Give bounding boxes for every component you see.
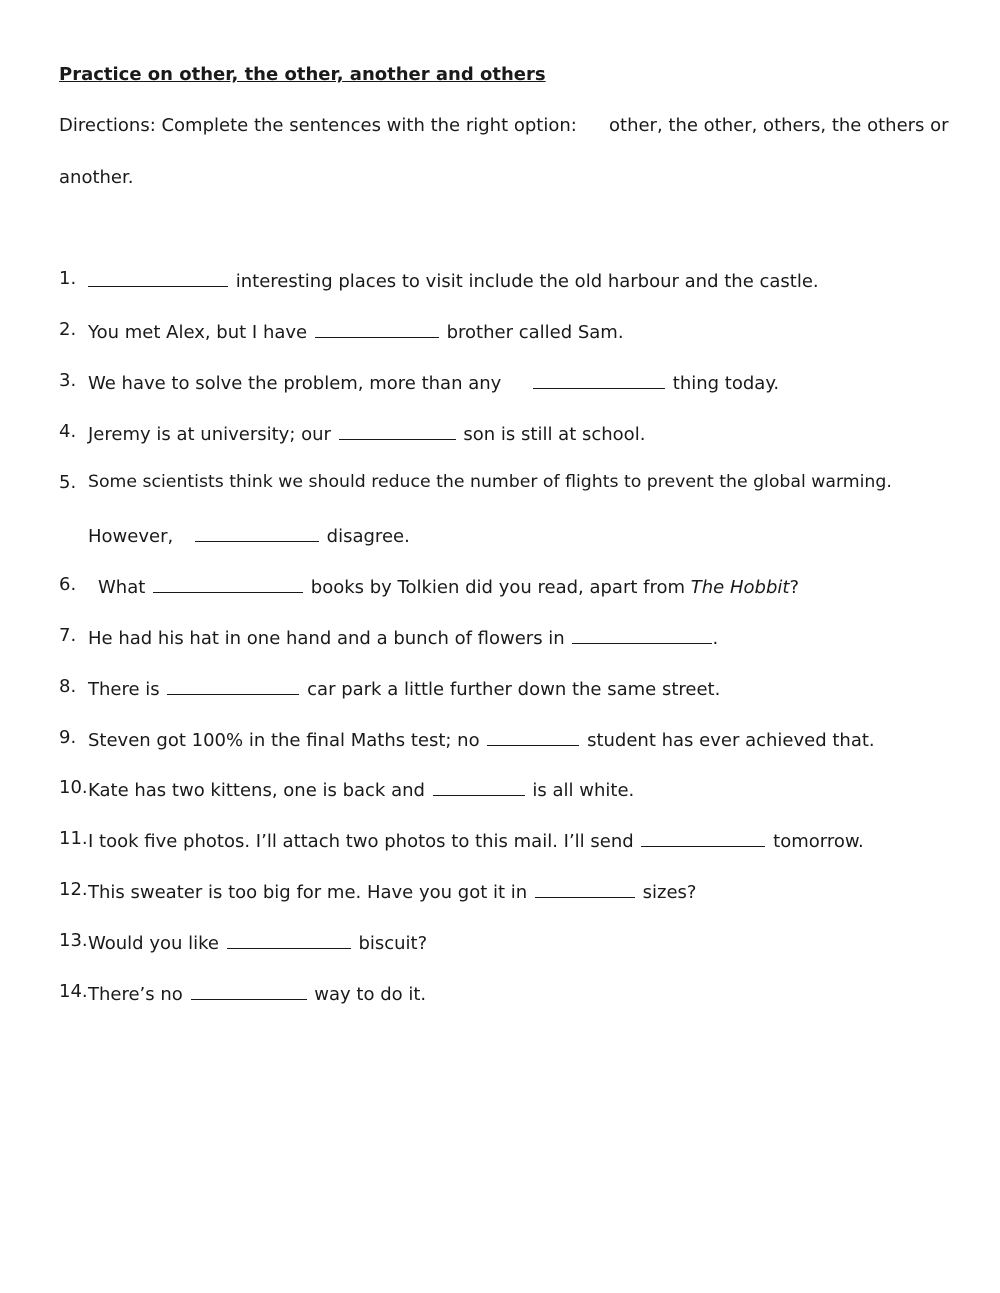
question-text-after: disagree. — [326, 526, 410, 547]
question-text-before: Would you like — [88, 933, 219, 954]
question-number: 5. — [59, 472, 77, 493]
answer-blank[interactable] — [153, 574, 303, 593]
answer-blank[interactable] — [641, 828, 765, 847]
answer-blank[interactable] — [167, 676, 299, 695]
answer-blank[interactable] — [533, 370, 665, 389]
directions-options: other, the other, others, the others or — [609, 115, 949, 136]
question-text-after: student has ever achieved that. — [587, 730, 875, 751]
question-number: 13. — [59, 930, 88, 951]
answer-blank[interactable] — [191, 981, 307, 1000]
answer-blank[interactable] — [227, 930, 351, 949]
question-text-line1: Some scientists think we should reduce the number of flights to prevent the global warming. — [88, 472, 892, 492]
question-text-before: He had his hat in one hand and a bunch of flowers in — [88, 628, 565, 649]
answer-blank[interactable] — [88, 268, 228, 287]
answer-blank[interactable] — [315, 319, 439, 338]
question-number: 14. — [59, 981, 88, 1002]
question-text-before: Kate has two kittens, one is back and — [88, 780, 425, 801]
question-number: 4. — [59, 421, 77, 442]
question-text-before: Jeremy is at university; our — [88, 424, 331, 445]
question-number: 6. — [59, 574, 77, 595]
question-text-after: . — [712, 628, 719, 649]
answer-blank[interactable] — [572, 625, 712, 644]
question-number: 1. — [59, 268, 77, 289]
answer-blank[interactable] — [487, 727, 579, 746]
question-text-before: We have to solve the problem, more than any — [88, 373, 502, 394]
question-number: 2. — [59, 319, 77, 340]
question-text-after: way to do it. — [314, 984, 427, 1005]
question-text-before: However, — [88, 526, 174, 547]
question-text-before: Steven got 100% in the final Maths test; no — [88, 730, 480, 751]
question-text-after: thing today. — [672, 373, 780, 394]
question-text-after: biscuit? — [358, 933, 428, 954]
question-text-after: brother called Sam. — [446, 322, 624, 343]
answer-blank[interactable] — [433, 777, 525, 796]
question-text-before: What — [98, 577, 146, 598]
question-number: 11. — [59, 828, 88, 849]
question-text-before: You met Alex, but I have — [88, 322, 308, 343]
question-text-after: interesting places to visit include the old harbour and the castle. — [235, 271, 819, 292]
book-title: The Hobbit — [690, 577, 790, 598]
question-text-after: son is still at school. — [463, 424, 646, 445]
answer-blank[interactable] — [535, 879, 635, 898]
question-text-after: sizes? — [642, 882, 697, 903]
question-text-after: books by Tolkien did you read, apart from — [310, 577, 686, 598]
worksheet-title: Practice on other, the other, another and others — [59, 64, 546, 85]
question-text-after: car park a little further down the same street. — [307, 679, 721, 700]
directions-lead: Directions: Complete the sentences with the right option: — [59, 115, 577, 136]
question-text-before: There is — [88, 679, 160, 700]
question-number: 3. — [59, 370, 77, 391]
question-text-after: is all white. — [532, 780, 635, 801]
answer-blank[interactable] — [339, 421, 456, 440]
question-text-before: There’s no — [88, 984, 183, 1005]
answer-blank[interactable] — [195, 523, 319, 542]
question-number: 12. — [59, 879, 88, 900]
question-text-end: ? — [789, 577, 799, 598]
directions-continued: another. — [59, 167, 134, 188]
question-text-after: tomorrow. — [773, 831, 864, 852]
question-text-before: I took five photos. I’ll attach two photos to this mail. I’ll send — [88, 831, 634, 852]
question-number: 8. — [59, 676, 77, 697]
question-number: 10. — [59, 777, 88, 798]
question-number: 9. — [59, 727, 77, 748]
question-number: 7. — [59, 625, 77, 646]
question-text-before: This sweater is too big for me. Have you got it in — [88, 882, 528, 903]
